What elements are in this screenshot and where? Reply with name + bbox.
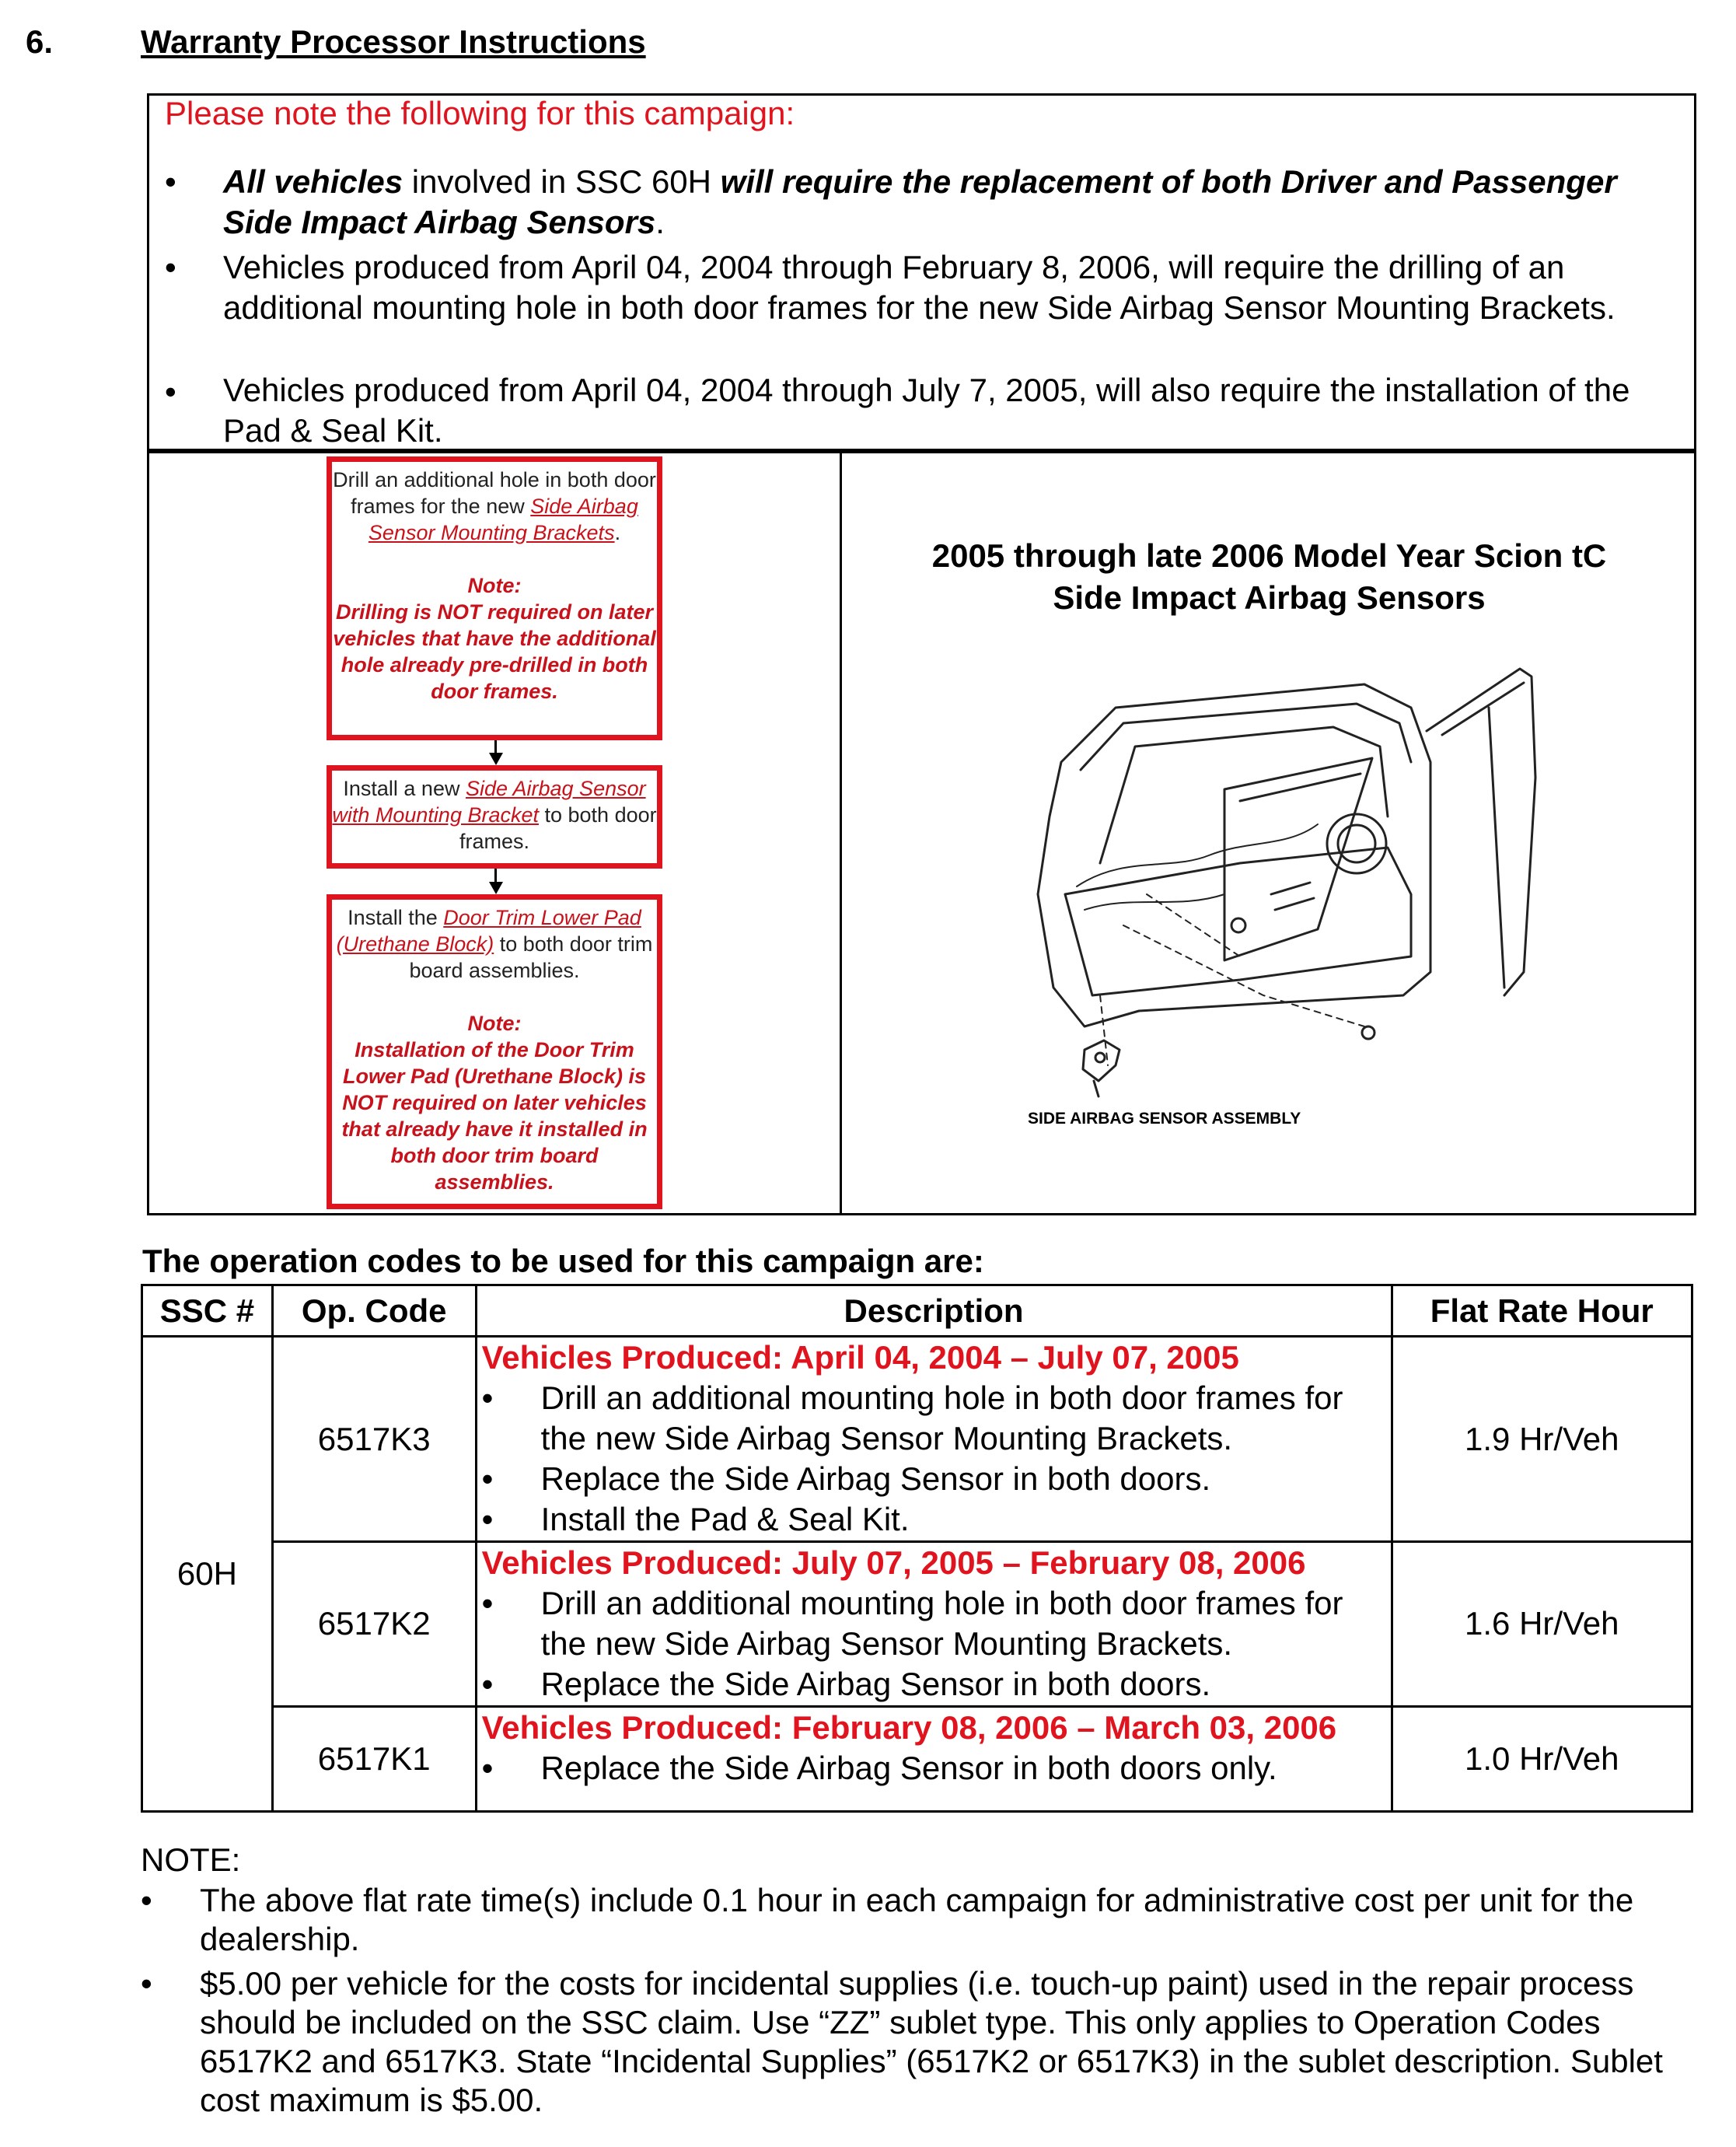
flow-step-install-sensor: [327, 765, 662, 869]
bullet-dot: •: [481, 1379, 494, 1417]
step-note: Installation of the Door Trim Lower Pad (Urethane Block) is NOT required on later vehicles that already have it installed in both door trim board assemblies.: [341, 1038, 648, 1194]
bullet-dot: •: [481, 1501, 494, 1538]
step-note: Drilling is NOT required on later vehicles that have the additional hole already pre-drilled in both door frames.: [333, 600, 656, 703]
operations-table: [141, 1284, 1693, 1813]
footer-note-item: The above flat rate time(s) include 0.1 hour in each campaign for administrative cost per unit for the dealership.: [200, 1882, 1634, 1957]
step-link[interactable]: Door Trim Lower Pad (Urethane Block): [336, 906, 641, 956]
list-item-text: Replace the Side Airbag Sensor in both doors only.: [540, 1749, 1277, 1786]
list-item: [482, 1459, 1391, 1499]
bullet-dot: •: [165, 249, 176, 285]
flat-rate: 1.6 Hr/Veh: [1392, 1541, 1692, 1706]
table-row: [142, 1706, 1692, 1811]
flat-rate: 1.9 Hr/Veh: [1392, 1337, 1692, 1542]
description-cell: [476, 1337, 1392, 1542]
bullet-dot: •: [481, 1584, 494, 1621]
step-text: to both door frames.: [459, 803, 657, 853]
production-period: Vehicles Produced: February 08, 2006 – March 03, 2006: [481, 1708, 1337, 1746]
footer-note-item: $5.00 per vehicle for the costs for incidental supplies (i.e. touch-up paint) used in the repair process should be included on the SSC claim. Use “ZZ” sublet type. This only applies to Operation Codes 6517K2 and 6517K3. State “Incidental Supplies” (6517K2 or 6517K3) in the sublet description. Sublet cost maximum is $5.00.: [200, 1965, 1663, 2118]
flat-rate: 1.0 Hr/Veh: [1392, 1706, 1692, 1811]
step-note-label: Note:: [467, 1012, 522, 1035]
bullet-dot: •: [481, 1460, 494, 1498]
footer-note-label: NOTE:: [141, 1841, 241, 1878]
flow-step-install-pad: [327, 894, 662, 1209]
figure-title-line: 2005 through late 2006 Model Year Scion tC: [931, 537, 1607, 574]
bullet-dot: •: [165, 163, 176, 200]
section-title: Warranty Processor Instructions: [141, 23, 646, 60]
arrow-down-icon: [489, 753, 503, 765]
list-item: [482, 1378, 1391, 1459]
column-header-op-code: Op. Code: [272, 1285, 476, 1337]
operations-heading: The operation codes to be used for this campaign are:: [142, 1243, 984, 1279]
table-header-row: [142, 1285, 1692, 1337]
emphasis-text: will require the replacement of both Driver and Passenger Side Impact Airbag Sensors: [223, 163, 1617, 240]
bullet-dot: •: [481, 1665, 494, 1702]
list-item: [482, 1583, 1391, 1664]
op-code: 6517K1: [272, 1706, 476, 1811]
campaign-note-item: Vehicles produced from April 04, 2004 through July 7, 2005, will also require the installation of the Pad & Seal Kit.: [223, 372, 1630, 449]
bullet-dot: •: [165, 373, 176, 410]
list-item: [482, 1748, 1391, 1789]
table-row: [142, 1541, 1692, 1706]
list-item-text: Install the Pad & Seal Kit.: [540, 1501, 910, 1538]
plain-text: .: [655, 204, 665, 240]
list-item: [482, 1499, 1391, 1540]
bullet-dot: •: [141, 1965, 152, 2002]
op-code: 6517K2: [272, 1541, 476, 1706]
step-text: Install the: [348, 906, 444, 929]
step-text: .: [614, 521, 621, 544]
op-code: 6517K3: [272, 1337, 476, 1542]
production-period: Vehicles Produced: July 07, 2005 – February 08, 2006: [481, 1544, 1306, 1581]
figure-caption: SIDE AIRBAG SENSOR ASSEMBLY: [1028, 1110, 1301, 1128]
campaign-note-item: [223, 162, 1685, 243]
campaign-note-item: Vehicles produced from April 04, 2004 through February 8, 2006, will require the drilling of an additional mounting hole in both door frames for the new Side Airbag Sensor Mounting Brackets.: [223, 249, 1615, 326]
column-header-description: Description: [476, 1285, 1392, 1337]
emphasis-text: All vehicles: [223, 163, 403, 200]
description-cell: [476, 1541, 1392, 1706]
ssc-number: 60H: [142, 1337, 273, 1812]
list-item-text: Drill an additional mounting hole in both door frames for the new Side Airbag Sensor Mounting Brackets.: [540, 1379, 1343, 1457]
section-number: 6.: [26, 23, 54, 60]
flow-arrow-line: [494, 869, 497, 883]
column-header-flat-rate: Flat Rate Hour: [1392, 1285, 1692, 1337]
list-item-text: Drill an additional mounting hole in both door frames for the new Side Airbag Sensor Mounting Brackets.: [540, 1584, 1343, 1662]
step-link[interactable]: Side Airbag Sensor Mounting Brackets: [368, 495, 638, 544]
table-row: [142, 1337, 1692, 1542]
step-note-label: Note:: [467, 574, 522, 597]
door-airbag-sensor-illustration: [1007, 661, 1551, 1112]
step-link[interactable]: Side Airbag Sensor with Mounting Bracket: [332, 777, 646, 827]
bullet-dot: •: [481, 1749, 494, 1786]
column-header-ssc: SSC #: [142, 1285, 273, 1337]
campaign-note-heading: Please note the following for this campaign:: [165, 95, 795, 131]
step-text: to both door trim board assemblies.: [409, 932, 653, 982]
bullet-dot: •: [141, 1882, 152, 1918]
plain-text: involved in SSC 60H: [403, 163, 721, 200]
arrow-down-icon: [489, 882, 503, 894]
diagram-divider: [840, 451, 842, 1215]
flow-step-drill: [327, 456, 662, 740]
list-item-text: Replace the Side Airbag Sensor in both doors.: [540, 1665, 1211, 1702]
step-text: Drill an additional hole in both door frames for the new: [333, 468, 656, 518]
production-period: Vehicles Produced: April 04, 2004 – July 07, 2005: [481, 1339, 1239, 1376]
figure-title-line: Side Impact Airbag Sensors: [1053, 579, 1486, 616]
list-item-text: Replace the Side Airbag Sensor in both doors.: [540, 1460, 1211, 1498]
list-item: [482, 1664, 1391, 1705]
step-text: Install a new: [343, 777, 466, 800]
description-cell: [476, 1706, 1392, 1811]
figure-title: [844, 535, 1695, 619]
